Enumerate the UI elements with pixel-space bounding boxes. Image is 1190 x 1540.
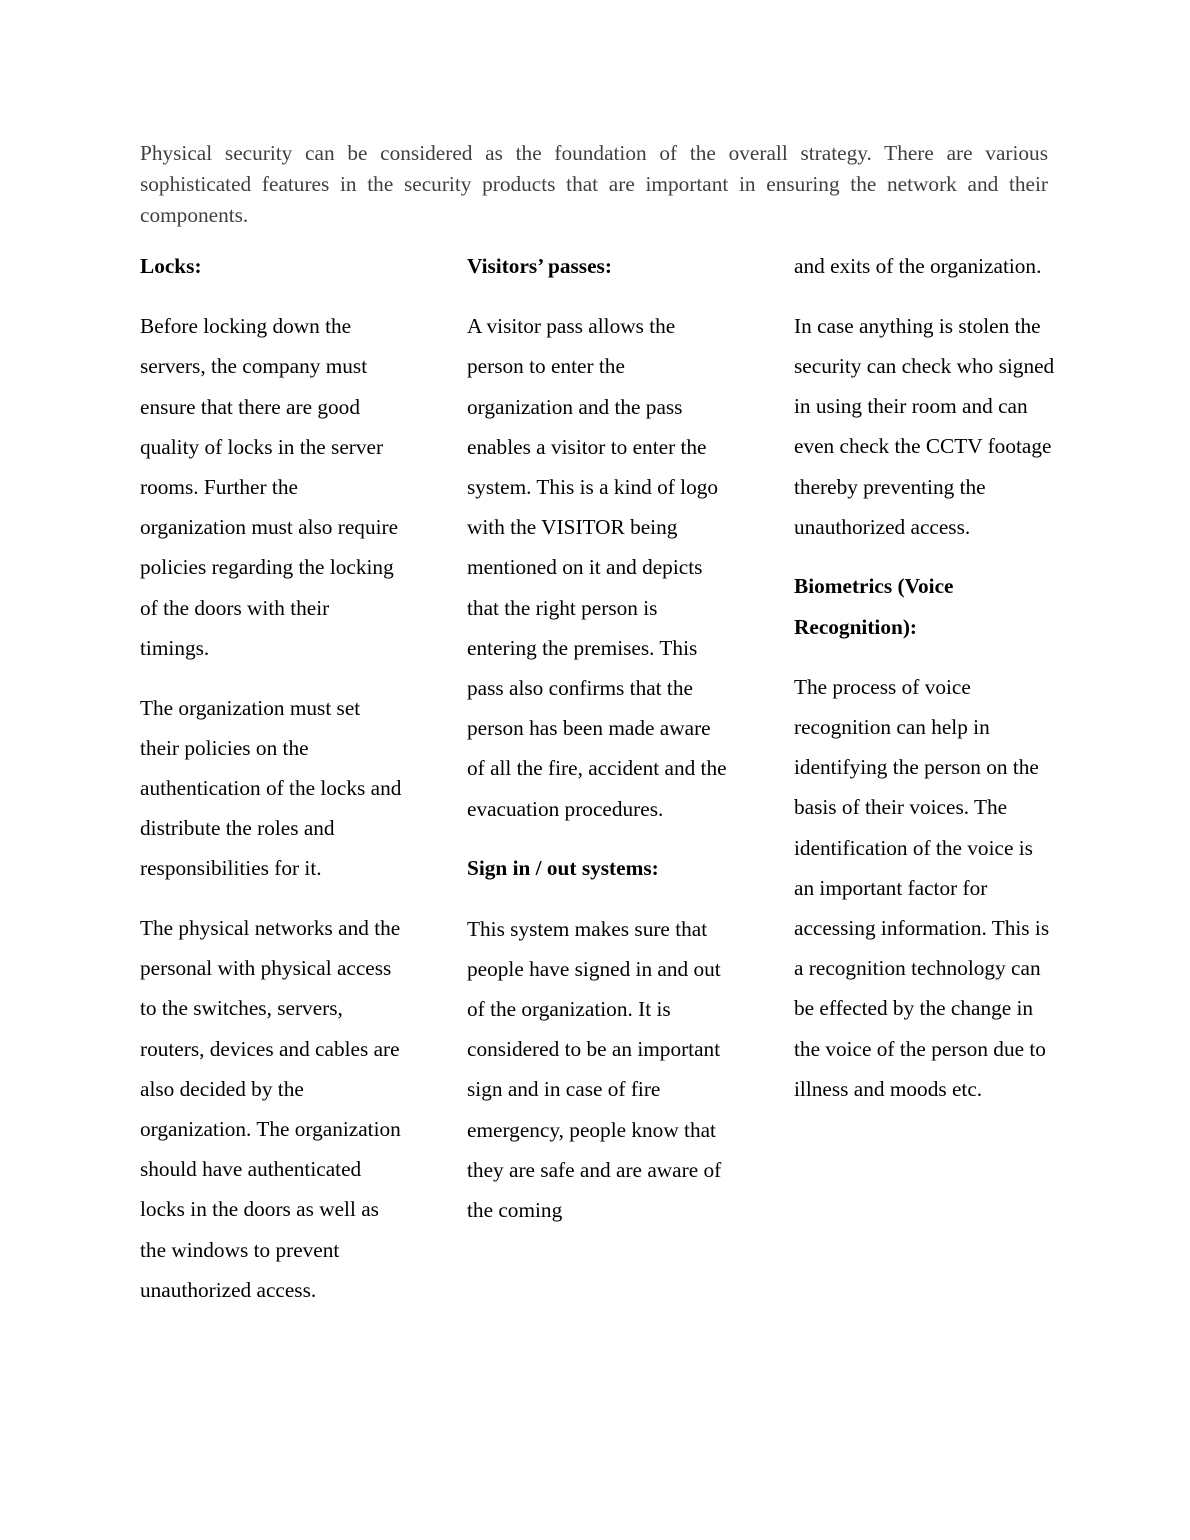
sign-in-out-paragraph: This system makes sure that people have signed in and out of the organization. It is considered to be an important sign and in case of fire emergency, people know that they are safe and are aware of the coming xyxy=(467,916,722,1222)
stolen-paragraph: In case anything is stolen the security can check who signed in using their room and can even check the CCTV footage thereby preventing the unauthorized access. xyxy=(794,313,1055,539)
visitors-passes-heading: Visitors’ passes: xyxy=(467,254,612,278)
locks-paragraph-3: The physical networks and the personal with physical access to the switches, servers, routers, devices and cables are also decided by the organization. The organization should have authenticated locks in the doors as well as the windows to prevent unauthorized access. xyxy=(140,916,401,1302)
column-visitors xyxy=(467,246,729,1250)
locks-heading: Locks: xyxy=(140,254,202,278)
locks-paragraph-1: Before locking down the servers, the company must ensure that there are good quality of locks in the server rooms. Further the organization must also require policies regarding the locking of the doors with their timings. xyxy=(140,314,399,660)
biometrics-heading: Biometrics (Voice Recognition): xyxy=(794,574,954,639)
locks-paragraph-2: The organization must set their policies on the authentication of the locks and distribute the roles and responsibilities for it. xyxy=(140,695,402,881)
column-biometrics xyxy=(794,246,1056,1129)
sign-in-out-heading: Sign in / out systems: xyxy=(467,856,659,881)
intro-paragraph: Physical security can be considered as the foundation of the overall strategy. There are various sophisticated features in the security products that are important in ensuring the network and their components. xyxy=(140,141,1048,227)
visitors-passes-paragraph: A visitor pass allows the person to enter the organization and the pass enables a visitor to enter the system. This is a kind of logo with the VISITOR being mentioned on it and depicts that the right person is entering the premises. This pass also confirms that the person has been made aware of all the fire, accident and the evacuation procedures. xyxy=(467,314,727,821)
sign-in-out-continued: and exits of the organization. xyxy=(794,254,1042,278)
column-locks xyxy=(140,246,402,1330)
biometrics-paragraph: The process of voice recognition can help in identifying the person on the basis of their voices. The identification of the voice is an important factor for accessing information. This is a recognition technology can be effected by the change in the voice of the person due to illness and moods etc. xyxy=(794,674,1050,1101)
